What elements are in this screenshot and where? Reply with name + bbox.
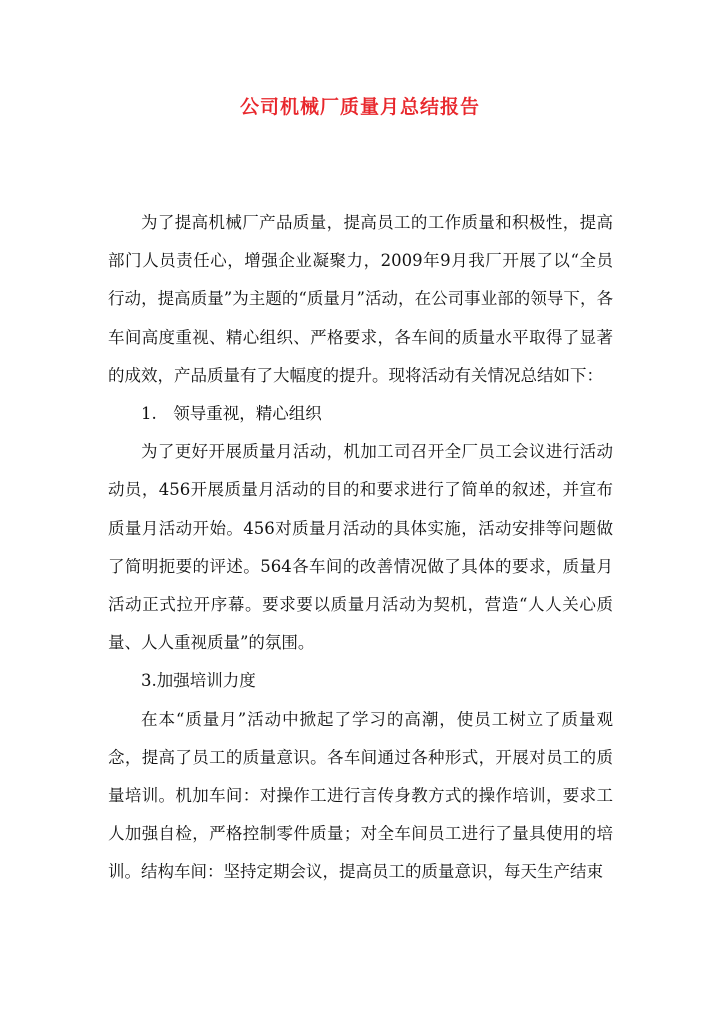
paragraph-section-1: 为了更好开展质量月活动，机加工司召开全厂员工会议进行活动动员，456开展质量月活动的目的和要求进行了简单的叙述，并宣布质量月活动开始。456对质量月活动的具体实施，活动安排等问题做了简明扼要的评述。564各车间的改善情况做了具体的要求，质量月活动正式拉开序幕。要求要以质量月活动为契机，营造“人人关心质量、人人重视质量”的氛围。 bbox=[108, 442, 613, 653]
section-heading-3: 3.加强培训力度 bbox=[141, 671, 256, 691]
paragraph-intro: 为了提高机械厂产品质量，提高员工的工作质量和积极性，提高部门人员责任心，增强企业凝聚力，2009年9月我厂开展了以“全员行动，提高质量”为主题的“质量月”活动，在公司事业部的领导下，各车间高度重视、精心组织、严格要求，各车间的质量水平取得了显著的成效，产品质量有了大幅度的提升。现将活动有关情况总结如下： bbox=[108, 213, 613, 385]
paragraph-section-3: 在本“质量月”活动中掀起了学习的高潮，使员工树立了质量观念，提高了员工的质量意识。各车间通过各种形式，开展对员工的质量培训。机加车间：对操作工进行言传身教方式的操作培训，要求工人加强自检，严格控制零件质量；对全车间员工进行了量具使用的培训。结构车间：坚持定期会议，提高员工的质量意识，每天生产结束 bbox=[108, 709, 613, 882]
document-body bbox=[108, 204, 613, 892]
section-heading-1: 1. 领导重视，精心组织 bbox=[141, 404, 322, 424]
document-title: 公司机械厂质量月总结报告 bbox=[239, 96, 480, 118]
